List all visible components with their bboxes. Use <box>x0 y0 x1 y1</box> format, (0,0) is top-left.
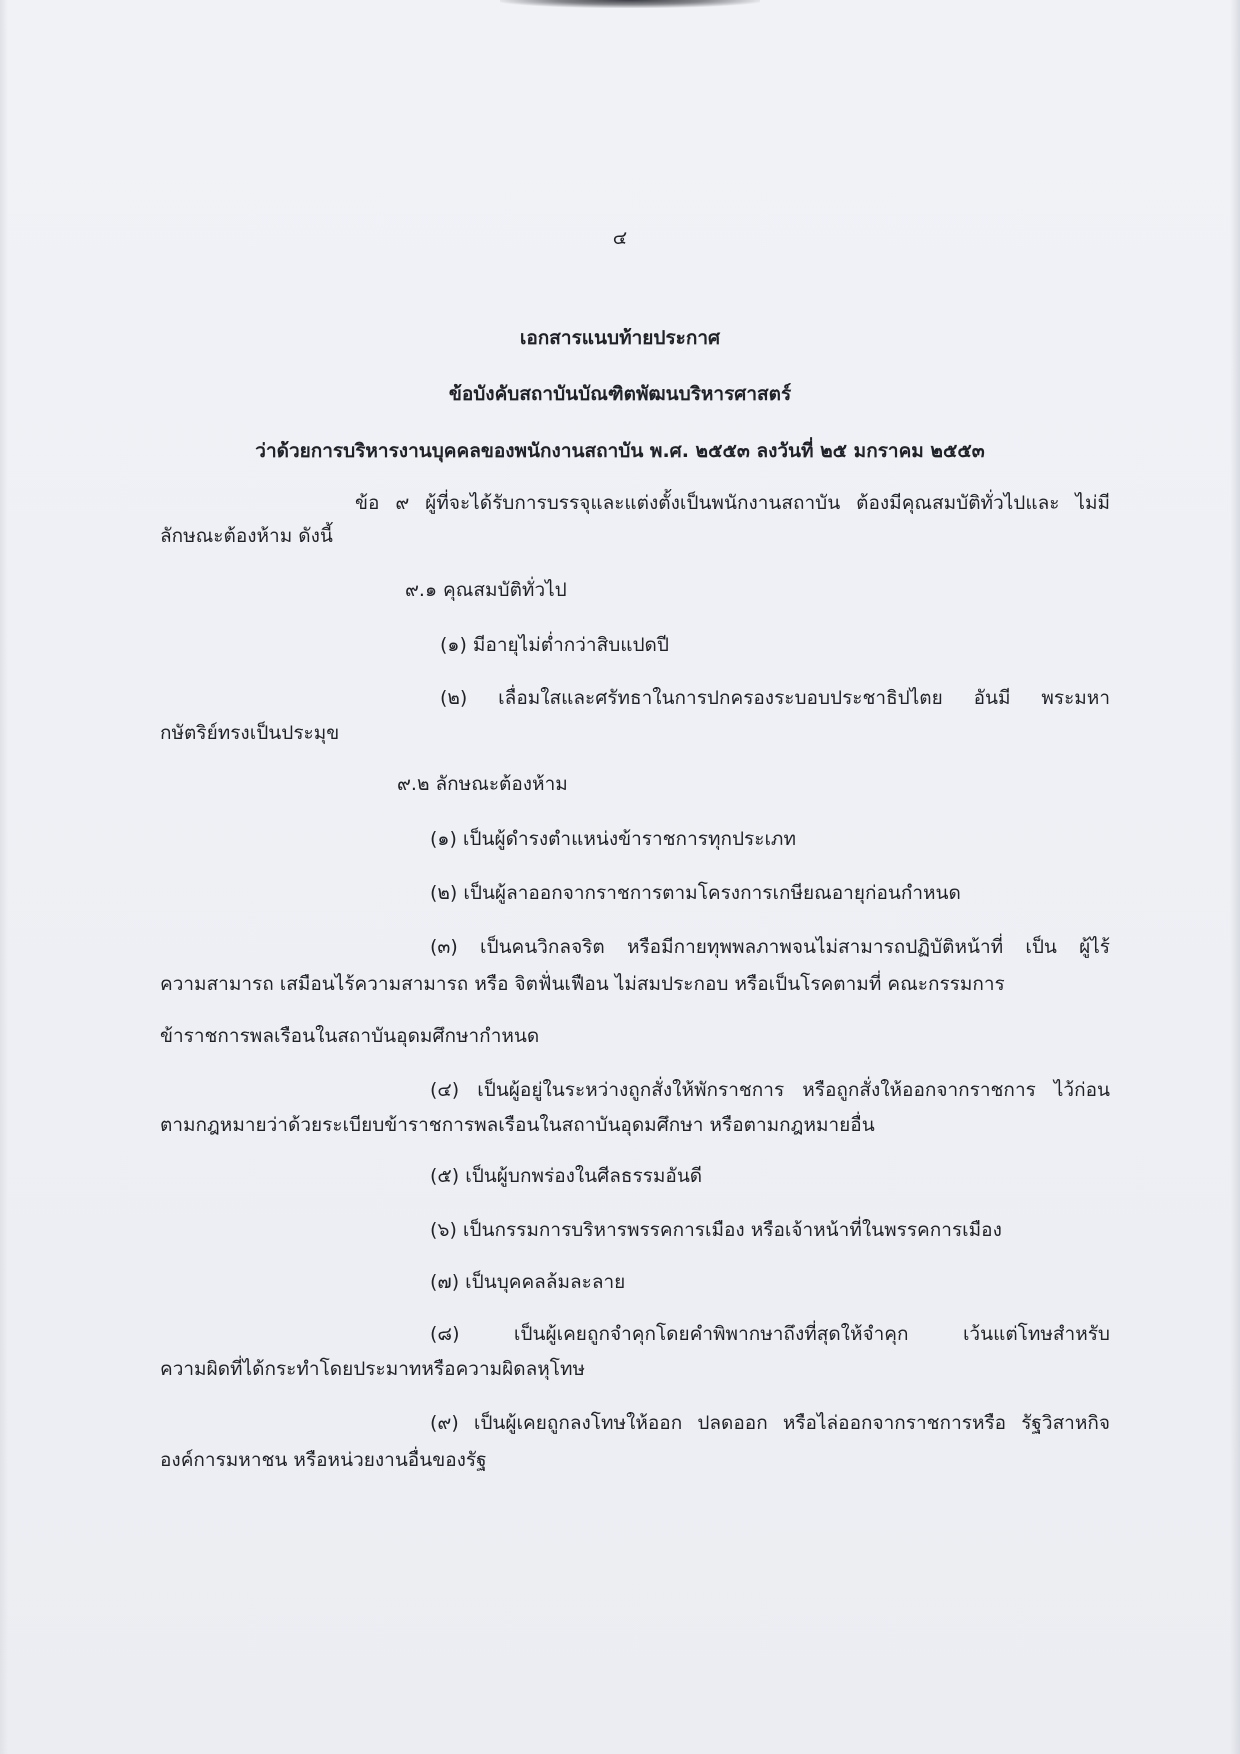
scan-binding-shadow <box>500 0 760 8</box>
section-9-2-item-6: (๖) เป็นกรรมการบริหารพรรคการเมือง หรือเจ้าหน้าที่ในพรรคการเมือง <box>430 1219 1002 1241</box>
header-title: เอกสารแนบท้ายประกาศ <box>519 327 721 349</box>
section-9-1-item-2-line1: (๒) เลื่อมใสและศรัทธาในการปกครองระบอบประชาธิปไตย อันมี พระมหา <box>440 687 1110 709</box>
section-9-2-item-3-line3: ข้าราชการพลเรือนในสถาบันอุดมศึกษากำหนด <box>160 1025 540 1047</box>
section-9-2-item-9-line2: องค์การมหาชน หรือหน่วยงานอื่นของรัฐ <box>160 1449 487 1471</box>
section-9-2-item-4-line1: (๔) เป็นผู้อยู่ในระหว่างถูกสั่งให้พักราชการ หรือถูกสั่งให้ออกจากราชการ ไว้ก่อน <box>430 1079 1110 1101</box>
header-subject: ว่าด้วยการบริหารงานบุคคลของพนักงานสถาบัน พ.ศ. ๒๕๕๓ ลงวันที่ ๒๕ มกราคม ๒๕๕๓ <box>255 440 985 462</box>
section-9-2-item-2: (๒) เป็นผู้ลาออกจากราชการตามโครงการเกษียณอายุก่อนกำหนด <box>430 882 961 904</box>
section-9-2-item-4-line2: ตามกฎหมายว่าด้วยระเบียบข้าราชการพลเรือนในสถาบันอุดมศึกษา หรือตามกฎหมายอื่น <box>160 1114 875 1136</box>
section-9-2-item-7: (๗) เป็นบุคคลล้มละลาย <box>430 1271 626 1293</box>
section-9-1-title: ๙.๑ คุณสมบัติทั่วไป <box>405 579 567 601</box>
clause9-intro-line1: ข้อ ๙ ผู้ที่จะได้รับการบรรจุและแต่งตั้งเป็นพนักงานสถาบัน ต้องมีคุณสมบัติทั่วไปและ ไม่มี <box>355 492 1110 514</box>
section-9-2-item-5: (๕) เป็นผู้บกพร่องในศีลธรรมอันดี <box>430 1165 703 1187</box>
page-left-edge <box>0 0 8 1754</box>
section-9-2-item-1: (๑) เป็นผู้ดำรงตำแหน่งข้าราชการทุกประเภท <box>430 828 796 850</box>
clause9-intro-line2: ลักษณะต้องห้าม ดังนี้ <box>160 525 333 547</box>
section-9-2-item-8-line2: ความผิดที่ได้กระทำโดยประมาทหรือความผิดลหุโทษ <box>160 1358 586 1380</box>
section-9-1-item-1: (๑) มีอายุไม่ต่ำกว่าสิบแปดปี <box>440 634 669 656</box>
section-9-1-item-2-line2: กษัตริย์ทรงเป็นประมุข <box>160 722 340 744</box>
page-right-edge <box>1230 0 1240 1754</box>
header-regulation: ข้อบังคับสถาบันบัณฑิตพัฒนบริหารศาสตร์ <box>448 383 792 405</box>
section-9-2-title: ๙.๒ ลักษณะต้องห้าม <box>397 773 568 795</box>
section-9-2-item-9-line1: (๙) เป็นผู้เคยถูกลงโทษให้ออก ปลดออก หรือไล่ออกจากราชการหรือ รัฐวิสาหกิจ <box>430 1412 1110 1434</box>
section-9-2-item-8-line1: (๘) เป็นผู้เคยถูกจำคุกโดยคำพิพากษาถึงที่สุดให้จำคุก เว้นแต่โทษสำหรับ <box>430 1323 1110 1345</box>
section-9-2-item-3-line1: (๓) เป็นคนวิกลจริต หรือมีกายทุพพลภาพจนไม่สามารถปฏิบัติหน้าที่ เป็น ผู้ไร้ <box>430 936 1110 958</box>
page-number: ๔ <box>612 227 628 249</box>
section-9-2-item-3-line2: ความสามารถ เสมือนไร้ความสามารถ หรือ จิตฟั่นเฟือน ไม่สมประกอบ หรือเป็นโรคตามที่ คณะกรรมการ <box>160 973 1005 995</box>
